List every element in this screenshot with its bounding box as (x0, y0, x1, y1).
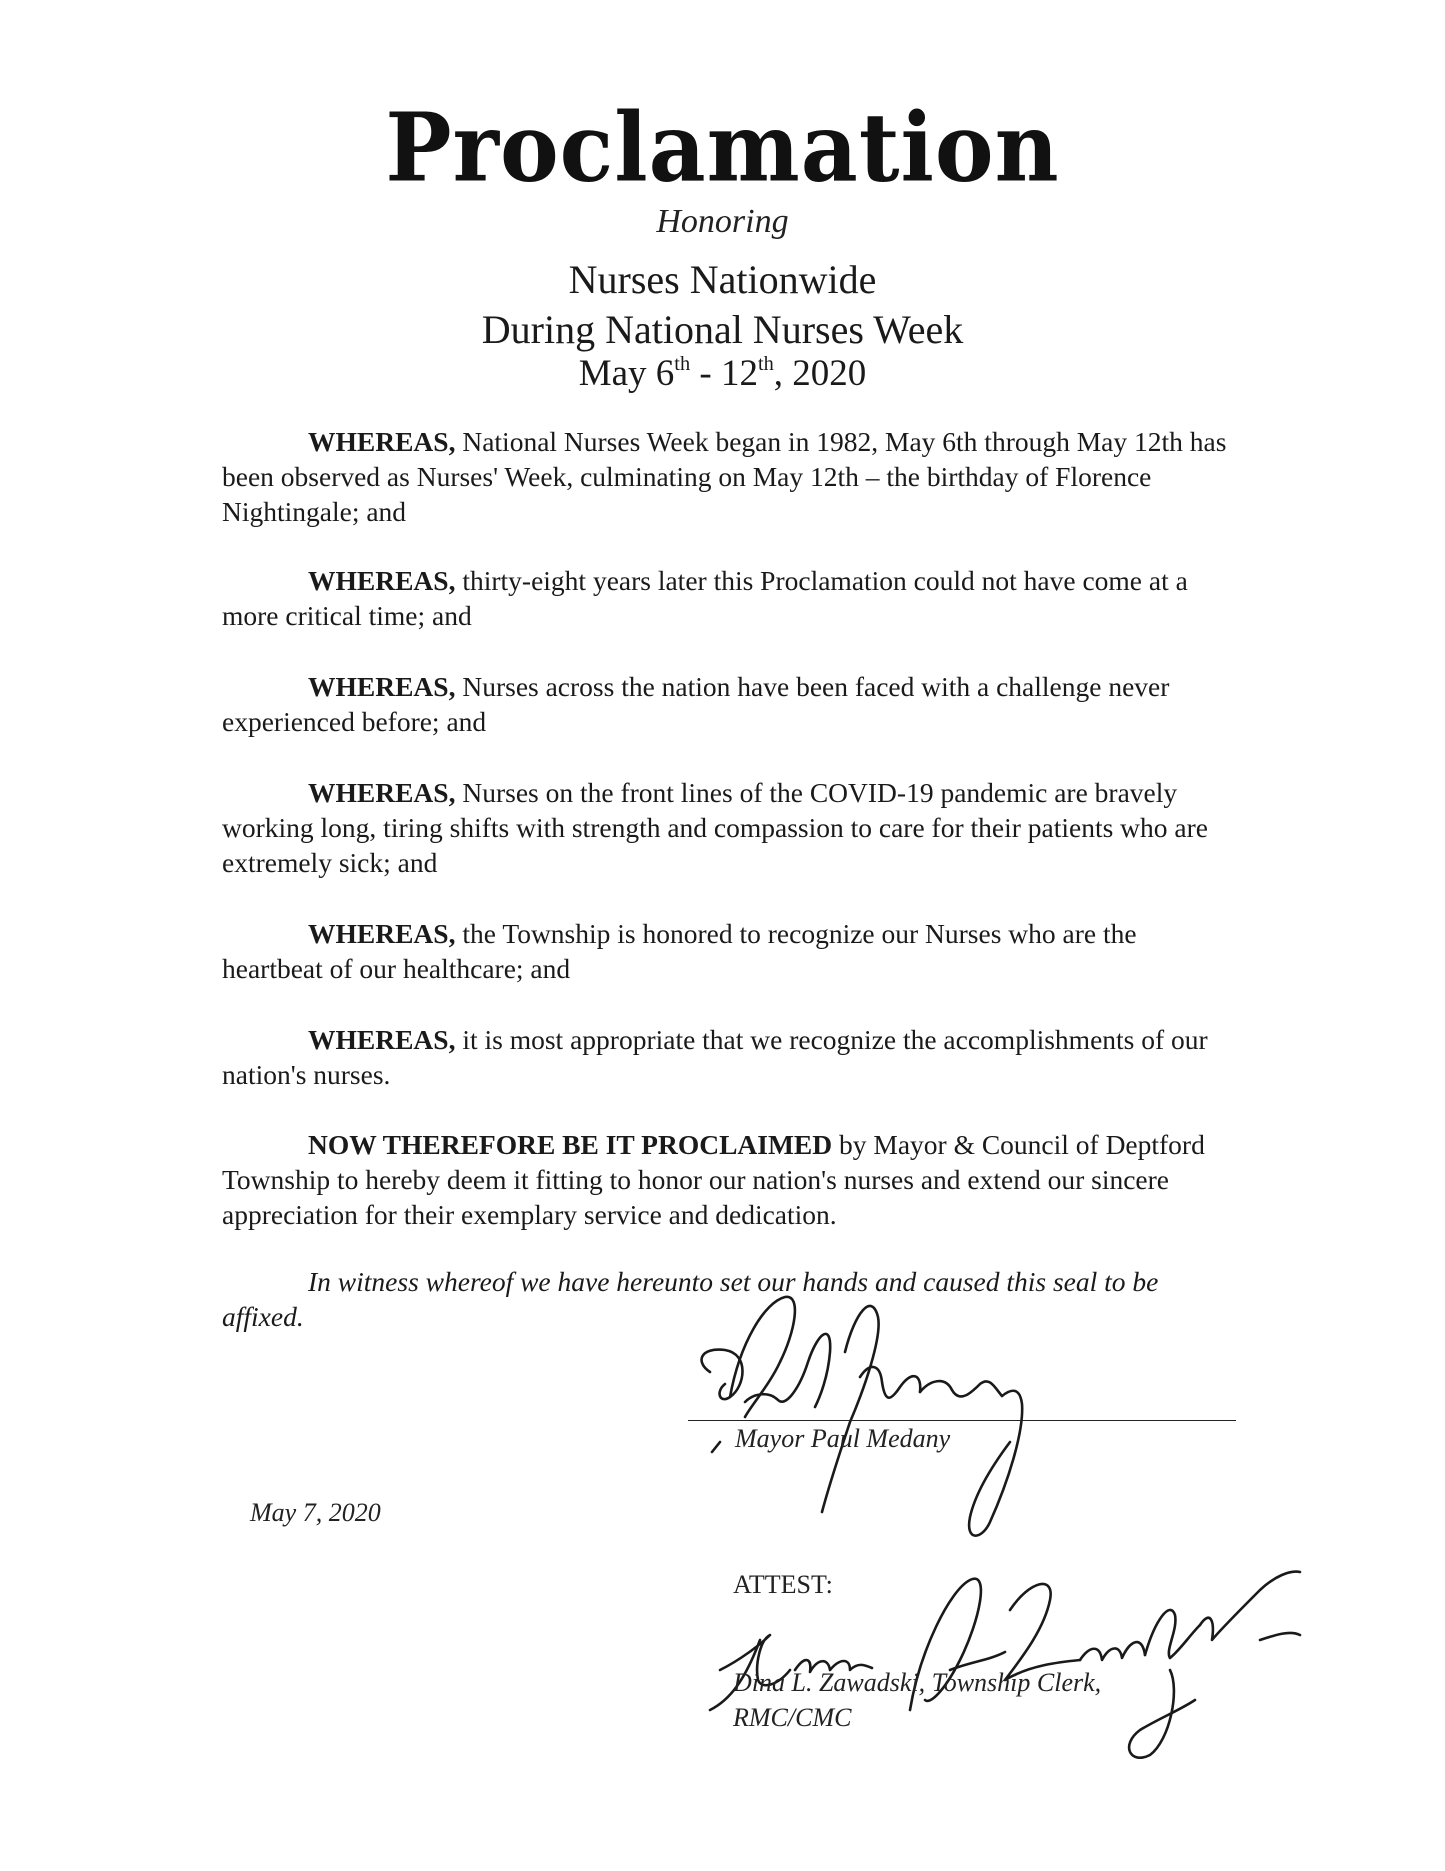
page-title: Proclamation (385, 90, 1060, 204)
whereas-paragraph-6 (222, 1022, 1242, 1092)
date-start-suffix: th (674, 352, 691, 375)
paragraph-lead: NOW THEREFORE BE IT PROCLAIMED (308, 1129, 833, 1160)
clerk-title: RMC/CMC (733, 1703, 852, 1732)
mayor-signature-line (688, 1420, 1236, 1421)
whereas-paragraph-3 (222, 669, 1242, 739)
honoring-caption: Honoring (656, 203, 789, 240)
whereas-paragraph-5 (222, 916, 1242, 986)
paragraph-lead: WHEREAS, (308, 1024, 456, 1055)
paragraph-lead: WHEREAS, (308, 777, 456, 808)
mayor-name: Mayor Paul Medany (735, 1424, 951, 1453)
witness-paragraph: In witness whereof we have hereunto set our hands and caused this seal to be affixed. (222, 1266, 1159, 1332)
subtitle-week: During National Nurses Week (481, 307, 964, 352)
clerk-name: Dina L. Zawadski, Township Clerk, (733, 1668, 1102, 1697)
whereas-paragraph-2 (222, 563, 1242, 633)
paragraph-text: it is most appropriate that we recognize the accomplishments of our nation's nurses. (222, 1024, 1208, 1090)
signing-date: May 7, 2020 (250, 1498, 381, 1527)
date-separator: - 12 (690, 353, 758, 394)
paragraph-text: Nurses across the nation have been faced with a challenge never experienced before; and (222, 671, 1170, 737)
paragraph-lead: WHEREAS, (308, 671, 456, 702)
subtitle-nurses: Nurses Nationwide (568, 257, 877, 302)
attest-label: ATTEST: (733, 1570, 833, 1599)
whereas-paragraph-4 (222, 775, 1242, 880)
paragraph-text: the Township is honored to recognize our Nurses who are the heartbeat of our healthcare; and (222, 918, 1137, 984)
paragraph-text: National Nurses Week began in 1982, May 6th through May 12th has been observed as Nurses' Week, culminating on May 12th – the birthday of Florence Nightingale; and (222, 426, 1227, 527)
whereas-paragraph-1 (222, 424, 1242, 529)
subtitle-dates (0, 352, 1445, 395)
paragraph-text: by Mayor & Council of Deptford Township to hereby deem it fitting to honor our nation's nurses and extend our sincere appreciation for their exemplary service and dedication. (222, 1129, 1205, 1230)
date-year: , 2020 (773, 353, 867, 394)
paragraph-text: thirty-eight years later this Proclamation could not have come at a more critical time; and (222, 565, 1188, 631)
paragraph-lead: WHEREAS, (308, 565, 456, 596)
date-end-suffix: th (757, 352, 774, 375)
paragraph-lead: WHEREAS, (308, 918, 456, 949)
date-start: May 6 (578, 353, 675, 394)
proclaimed-paragraph (222, 1127, 1242, 1232)
paragraph-text: Nurses on the front lines of the COVID-19 pandemic are bravely working long, tiring shifts with strength and compassion to care for their patients who are extremely sick; and (222, 777, 1208, 878)
paragraph-lead: WHEREAS, (308, 426, 456, 457)
